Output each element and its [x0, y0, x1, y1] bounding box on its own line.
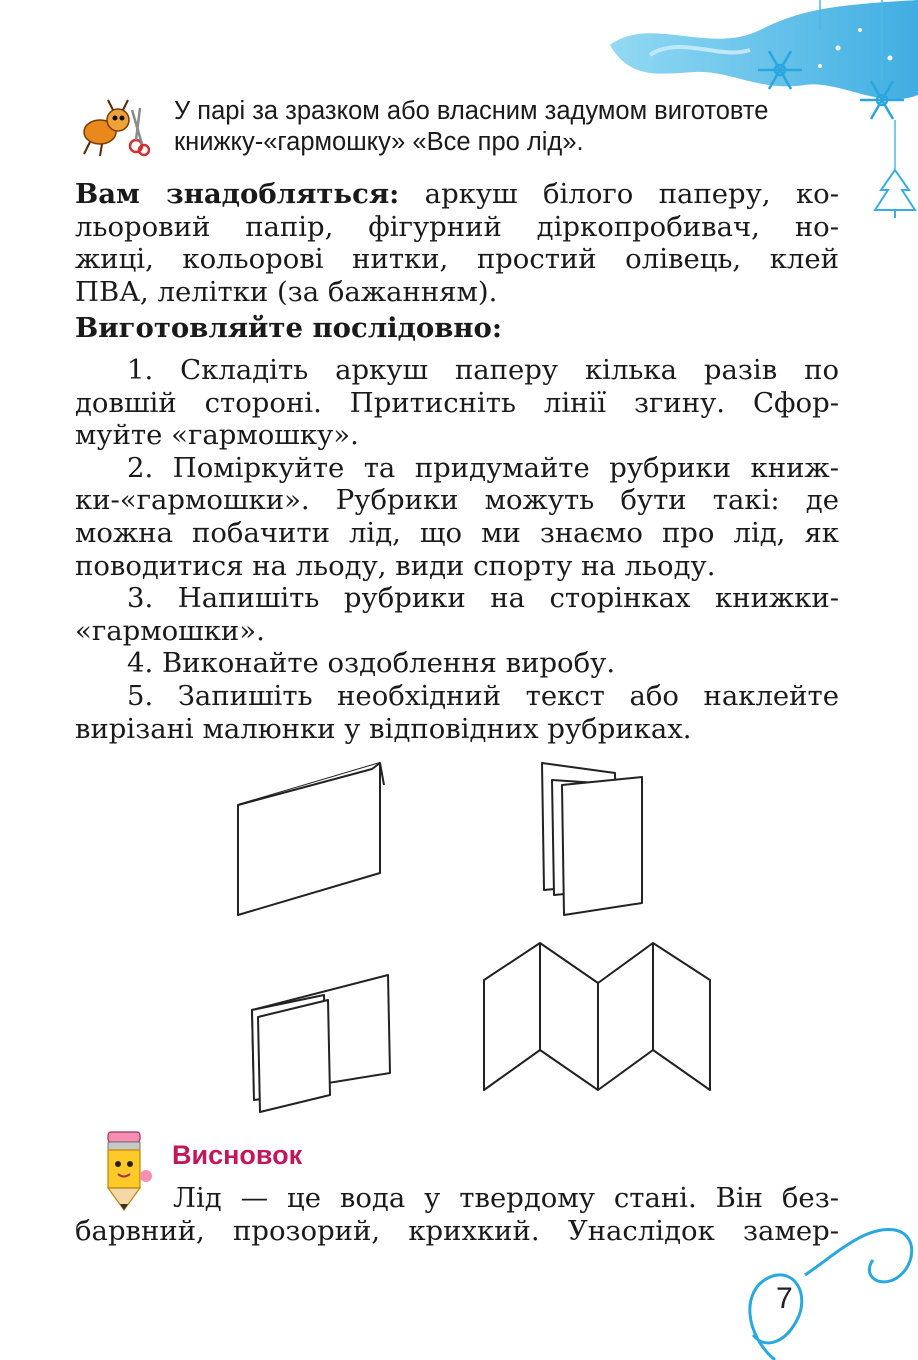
- folding-illustrations: [230, 755, 720, 1120]
- ant-scissors-icon: [78, 98, 150, 160]
- materials-paragraph: [75, 178, 839, 308]
- step-item: 5. Запишіть необхідний текст або наклейте вирізані малюнки у відповідних рубриках.: [75, 679, 839, 745]
- page-number: 7: [776, 1282, 793, 1315]
- step-item: 1. Складіть аркуш паперу кілька разів по довшій стороні. Притисніть лінії згину. Сфор- муйте «гармошку».: [75, 354, 839, 452]
- task-line: У парі за зразком або власним задумом виготовте: [174, 97, 769, 125]
- materials-label: Вам знадобляться:: [75, 178, 400, 210]
- steps-heading: Виготовляйте послідовно:: [75, 312, 502, 344]
- text-line: Вам знадобляться: аркуш білого паперу, ко-: [75, 178, 839, 210]
- text-line: льоровий папір, фігурний діркопробивач, но-: [75, 210, 839, 243]
- conclusion-paragraph: [75, 1182, 839, 1247]
- task-line: книжку-«гармошку» «Все про лід».: [174, 128, 584, 156]
- text-line: Лід — це вода у твердому стані. Він без-: [173, 1182, 839, 1214]
- task-instruction: [174, 96, 842, 158]
- step-item: 2. Поміркуйте та придумайте рубрики книж- ки-«гармошки». Рубрики можуть бути такі: де можна побачити лід, що ми знаємо про лід, як поводитися на льоду, види спорту на льоду.: [75, 451, 839, 582]
- text-line: барвний, прозорий, крихкий. Унаслідок замер-: [75, 1214, 839, 1247]
- christmas-tree-icon: [875, 170, 915, 218]
- step-item: 3. Напишіть рубрики на сторінках книжки- «гармошки».: [75, 582, 839, 647]
- text-line: жиці, кольорові нитки, простий олівець, клей: [75, 243, 839, 276]
- fold-diagram-3: [252, 975, 390, 1112]
- text-line: ПВА, лелітки (за бажанням).: [75, 275, 498, 308]
- fold-diagram-4: [484, 943, 710, 1090]
- page-number-frame: [735, 1215, 918, 1360]
- steps-list: [75, 354, 839, 745]
- step-item: 4. Виконайте оздоблення виробу.: [127, 647, 616, 680]
- fold-diagram-1: [238, 763, 384, 915]
- fold-diagram-2: [542, 763, 642, 915]
- conclusion-title: Висновок: [172, 1140, 303, 1170]
